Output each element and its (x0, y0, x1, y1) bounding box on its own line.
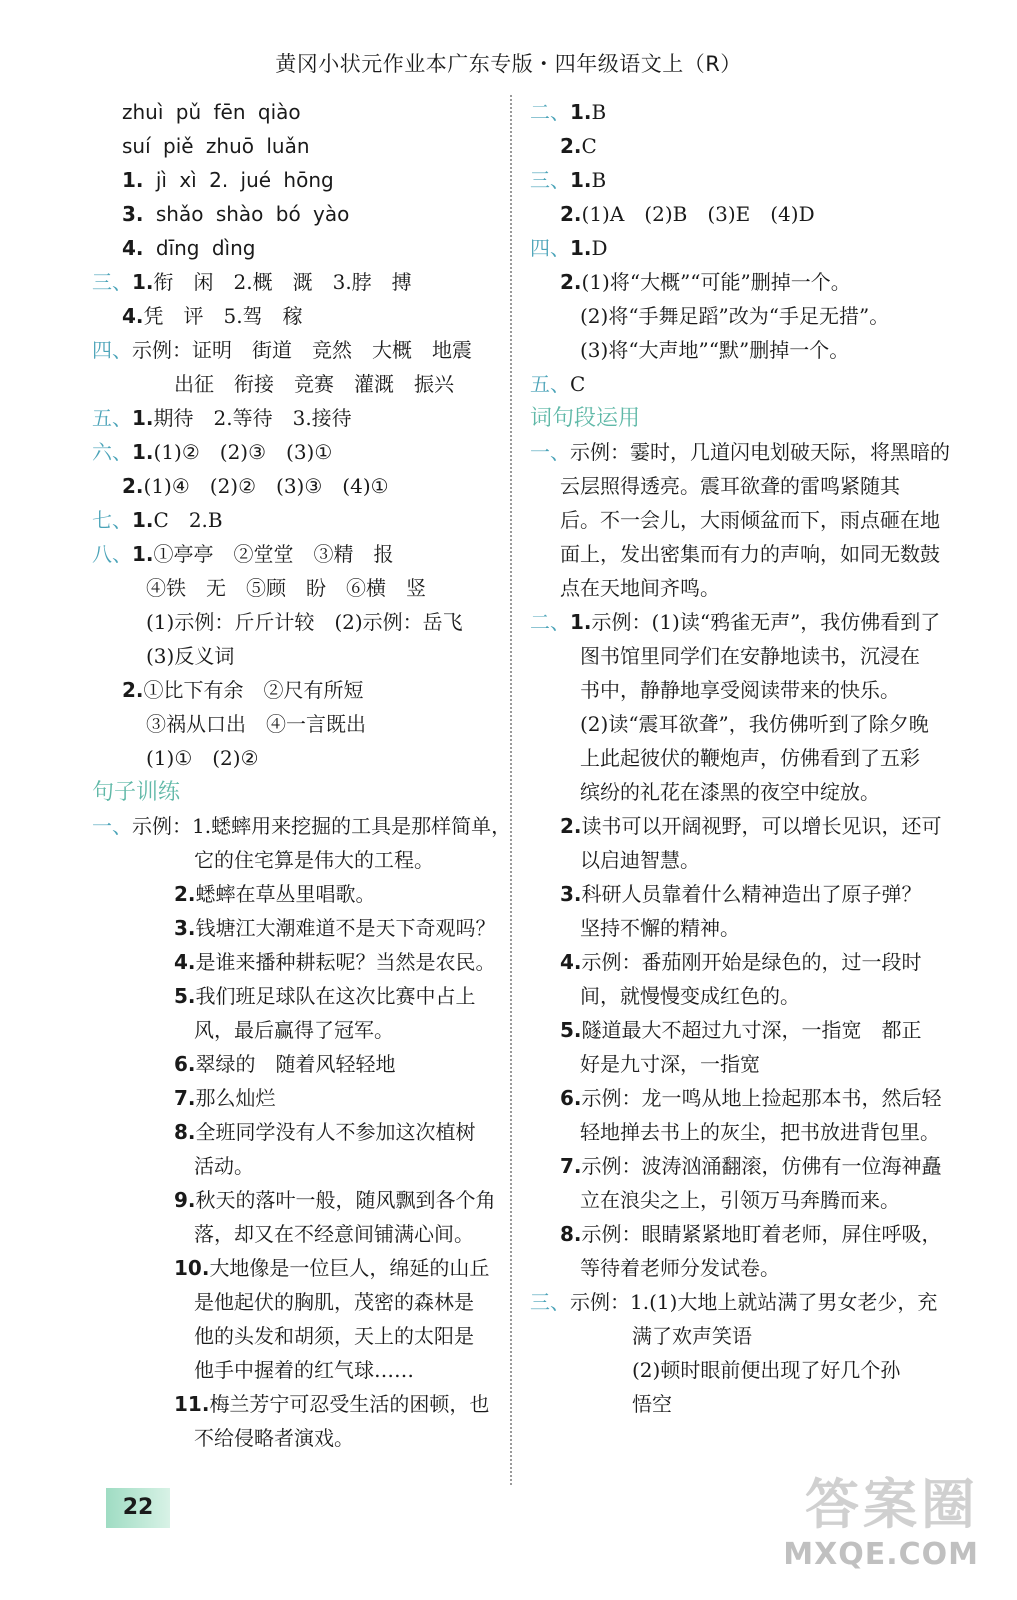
item-number: 9. (174, 1188, 196, 1212)
item-number: 2. (122, 474, 144, 498)
answer-line (560, 1221, 942, 1247)
answer-line (194, 1221, 474, 1247)
answer-line (560, 541, 940, 567)
answer-text: 不给侵略者演戏。 (194, 1426, 354, 1450)
answer-text: 等待着老师分发试卷。 (580, 1256, 780, 1280)
answer-text: (1)② (2)③ (3)① (153, 440, 333, 464)
answer-text: jì xì 2. jué hōng (143, 168, 334, 192)
answer-text: 坚持不懈的精神。 (580, 916, 740, 940)
answer-text: C 2.B (153, 508, 223, 532)
answer-line (194, 1323, 474, 1349)
answer-text: (1)④ (2)② (3)③ (4)① (143, 474, 389, 498)
answer-text: (1)将“大概”“可能”删掉一个。 (581, 270, 851, 294)
answer-text: 翠绿的 随着风轻轻地 (195, 1052, 396, 1076)
item-number: 1. (122, 168, 144, 192)
answer-line (632, 1391, 672, 1417)
answer-text: 间，就慢慢变成红色的。 (580, 984, 800, 1008)
item-number: 3. (174, 916, 196, 940)
answer-line (560, 269, 851, 295)
answer-line (146, 609, 463, 635)
answer-text: B (591, 100, 607, 124)
answer-line (530, 167, 606, 193)
answer-text: 轻地掸去书上的灰尘，把书放进背包里。 (580, 1120, 940, 1144)
answer-text: 云层照得透亮。震耳欲聋的雷鸣紧随其 (560, 474, 900, 498)
question-label: 三、 (92, 270, 132, 294)
answer-line (146, 745, 259, 771)
question-label: 一、 (530, 440, 570, 464)
question-label: 三、 (530, 168, 570, 192)
answer-text: 悟空 (632, 1392, 672, 1416)
item-number: 8. (174, 1120, 196, 1144)
answer-text: 示例：证明 街道 竞然 大概 地震 (132, 338, 472, 362)
answer-line (92, 507, 223, 533)
answer-text: 是他起伏的胸肌，茂密的森林是 (194, 1290, 474, 1314)
answer-text: 凭 评 5.驾 稼 (143, 304, 303, 328)
answer-text: 它的住宅算是伟大的工程。 (194, 848, 434, 872)
answer-text: 隧道最大不超过九寸深，一指宽 都正 (581, 1018, 922, 1042)
answer-line (560, 813, 942, 839)
answer-text: (2)顿时眼前便出现了好几个孙 (632, 1358, 901, 1382)
answer-text: 以启迪智慧。 (580, 848, 700, 872)
answer-text: 钱塘江大潮难道不是天下奇观吗？ (195, 916, 496, 940)
answer-text: ①比下有余 ②尺有所短 (143, 678, 364, 702)
section-title: 句子训练 (92, 780, 181, 805)
item-number: 6. (174, 1052, 196, 1076)
item-number: 1. (570, 168, 592, 192)
answer-text: 梅兰芳宁可忍受生活的困顿，也 (209, 1392, 490, 1416)
answer-text: 全班同学没有人不参加这次植树 (195, 1120, 476, 1144)
answer-line (530, 99, 606, 125)
answer-text: 我们班足球队在这次比赛中占上 (195, 984, 476, 1008)
answer-line (560, 201, 815, 227)
answer-line (580, 1119, 940, 1145)
column-divider (510, 95, 512, 1485)
answer-line (194, 1153, 254, 1179)
answer-line (92, 405, 352, 431)
answer-line (560, 949, 922, 975)
answer-line (580, 1187, 900, 1213)
answer-line (560, 1153, 942, 1179)
answer-line (560, 1017, 922, 1043)
item-number: 2. (174, 882, 196, 906)
item-number: 1. (570, 100, 592, 124)
answer-line (530, 1289, 937, 1315)
item-number: 4. (122, 304, 144, 328)
answer-text: 好是九寸深，一指宽 (580, 1052, 760, 1076)
answer-text: 蟋蟀在草丛里唱歌。 (195, 882, 376, 906)
answer-line (560, 881, 922, 907)
answer-line (194, 1357, 414, 1383)
answer-text: (1)A (2)B (3)E (4)D (581, 202, 815, 226)
answer-text: 点在天地间齐鸣。 (560, 576, 720, 600)
answer-text: 落，却又在不经意间铺满心间。 (194, 1222, 474, 1246)
answer-text: 是谁来播种耕耘呢？当然是农民。 (195, 950, 496, 974)
answer-line (174, 915, 496, 941)
item-number: 2. (560, 134, 582, 158)
answer-line (632, 1323, 752, 1349)
question-label: 八、 (92, 542, 132, 566)
answer-text: 示例：1.蟋蟀用来挖掘的工具是那样简单， (132, 814, 512, 838)
answer-line (174, 983, 476, 1009)
question-label: 二、 (530, 100, 570, 124)
answer-text: 那么灿烂 (195, 1086, 276, 1110)
answer-text: 秋天的落叶一般，随风飘到各个角 (195, 1188, 496, 1212)
answer-text: 后。不一会儿，大雨倾盆而下，雨点砸在地 (560, 508, 940, 532)
answer-line (174, 1119, 476, 1145)
answer-line (530, 235, 608, 261)
question-label: 六、 (92, 440, 132, 464)
answer-line (174, 1085, 276, 1111)
item-number: 1. (570, 610, 592, 634)
answer-text: 上此起彼伏的鞭炮声，仿佛看到了五彩 (580, 746, 920, 770)
watermark-url: MXQE.COM (783, 1537, 979, 1572)
answer-line (580, 847, 700, 873)
answer-text: C (581, 134, 597, 158)
answer-line (146, 643, 234, 669)
answer-text: 示例：(1)读“鸦雀无声”，我仿佛看到了 (591, 610, 941, 634)
answer-line (174, 949, 496, 975)
answer-text: 示例：波涛汹涌翻滚，仿佛有一位海神矗 (581, 1154, 942, 1178)
answer-text: 满了欢声笑语 (632, 1324, 752, 1348)
answer-line (194, 1425, 354, 1451)
answer-line (174, 881, 376, 907)
watermark (744, 1472, 979, 1582)
answer-text: zhuì pǔ fēn qiào (122, 100, 301, 124)
section-heading (530, 405, 640, 432)
item-number: 2. (560, 270, 582, 294)
answer-line (92, 813, 511, 839)
answer-line (560, 575, 720, 601)
answer-text: (2)将“手舞足蹈”改为“手足无措”。 (580, 304, 890, 328)
item-number: 3. (560, 882, 582, 906)
item-number: 5. (174, 984, 196, 1008)
item-number: 1. (132, 508, 154, 532)
answer-text: 风，最后赢得了冠军。 (194, 1018, 394, 1042)
answer-text: 示例：霎时，几道闪电划破天际，将黑暗的 (570, 440, 950, 464)
answer-line (580, 711, 929, 737)
item-number: 4. (174, 950, 196, 974)
answer-line (530, 609, 940, 635)
item-number: 3. (122, 202, 144, 226)
page-number: 22 (106, 1488, 170, 1528)
answer-text: ③祸从口出 ④一言既出 (146, 712, 366, 736)
answer-line (174, 1051, 396, 1077)
answer-line (580, 303, 889, 329)
answer-line (560, 507, 940, 533)
answer-line (560, 133, 597, 159)
question-label: 五、 (92, 406, 132, 430)
answer-text: 面上，发出密集而有力的声响，如同无数鼓 (560, 542, 940, 566)
answer-line (632, 1357, 900, 1383)
answer-text: suí piě zhuō luǎn (122, 134, 310, 158)
answer-line (92, 541, 394, 567)
answer-line (174, 1255, 489, 1281)
item-number: 2. (122, 678, 144, 702)
answer-text: 缤纷的礼花在漆黑的夜空中绽放。 (580, 780, 880, 804)
answer-text: (3)将“大声地”“默”删掉一个。 (580, 338, 850, 362)
answer-text: (2)读“震耳欲聋”，我仿佛听到了除夕晚 (580, 712, 929, 736)
item-number: 1. (132, 542, 154, 566)
question-label: 四、 (530, 236, 570, 260)
answer-line (146, 711, 366, 737)
question-label: 一、 (92, 814, 132, 838)
item-number: 8. (560, 1222, 582, 1246)
answer-text: ①亭亭 ②堂堂 ③精 报 (153, 542, 394, 566)
answer-line (174, 1187, 496, 1213)
answer-line (122, 235, 255, 261)
watermark-logo: 答案圈 (805, 1473, 979, 1536)
answer-line (194, 1017, 394, 1043)
answer-line (92, 439, 332, 465)
section-heading (92, 779, 180, 806)
page-header: 黄冈小状元作业本广东专版・四年级语文上（R） (275, 52, 742, 76)
item-number: 1. (132, 406, 154, 430)
answer-line (194, 1289, 474, 1315)
answer-text: 他的头发和胡须，天上的太阳是 (194, 1324, 474, 1348)
answer-text: 出征 衔接 竞赛 灌溉 振兴 (174, 372, 454, 396)
answer-text: 示例：1.(1)大地上就站满了男女老少，充 (570, 1290, 938, 1314)
answer-line (174, 371, 454, 397)
answer-text: 科研人员靠着什么精神造出了原子弹？ (581, 882, 922, 906)
answer-text: 示例：眼睛紧紧地盯着老师，屏住呼吸， (581, 1222, 942, 1246)
answer-line (580, 1255, 780, 1281)
answer-line (580, 745, 920, 771)
answer-text: 书中，静静地享受阅读带来的快乐。 (580, 678, 900, 702)
answer-line (122, 473, 389, 499)
answer-line (580, 983, 800, 1009)
answer-text: 读书可以开阔视野，可以增长见识，还可 (581, 814, 942, 838)
answer-text: C (570, 372, 586, 396)
answer-text: 图书馆里同学们在安静地读书，沉浸在 (580, 644, 920, 668)
answer-text: 大地像是一位巨人，绵延的山丘 (209, 1256, 490, 1280)
answer-line (580, 915, 740, 941)
question-label: 三、 (530, 1290, 570, 1314)
item-number: 1. (132, 440, 154, 464)
answer-text: shǎo shào bó yào (143, 202, 350, 226)
answer-text: 衔 闲 2.概 溉 3.脖 搏 (153, 270, 412, 294)
answer-line (122, 133, 310, 159)
answer-text: (3)反义词 (146, 644, 235, 668)
answer-line (194, 847, 434, 873)
question-label: 七、 (92, 508, 132, 532)
answer-line (122, 677, 364, 703)
answer-line (122, 201, 349, 227)
item-number: 7. (560, 1154, 582, 1178)
answer-text: B (591, 168, 607, 192)
answer-line (122, 99, 301, 125)
answer-text: 示例：龙一鸣从地上捡起那本书，然后轻 (581, 1086, 942, 1110)
answer-text: D (591, 236, 608, 260)
answer-line (122, 167, 334, 193)
answer-line (92, 337, 472, 363)
answer-text: ④铁 无 ⑤顾 盼 ⑥横 竖 (146, 576, 426, 600)
item-number: 11. (174, 1392, 210, 1416)
item-number: 2. (560, 202, 582, 226)
answer-line (530, 371, 585, 397)
answer-text: (1)示例：斤斤计较 (2)示例：岳飞 (146, 610, 463, 634)
item-number: 4. (122, 236, 144, 260)
answer-line (560, 473, 900, 499)
answer-line (122, 303, 303, 329)
answer-line (560, 1085, 942, 1111)
answer-text: dīng dìng (143, 236, 256, 260)
item-number: 6. (560, 1086, 582, 1110)
question-label: 五、 (530, 372, 570, 396)
answer-line (92, 269, 412, 295)
answer-line (580, 779, 880, 805)
item-number: 5. (560, 1018, 582, 1042)
section-title: 词句段运用 (530, 406, 641, 431)
answer-line (580, 337, 849, 363)
item-number: 1. (570, 236, 592, 260)
item-number: 10. (174, 1256, 210, 1280)
answer-text: 立在浪尖之上，引领万马奔腾而来。 (580, 1188, 900, 1212)
answer-text: 活动。 (194, 1154, 254, 1178)
answer-line (146, 575, 426, 601)
answer-text: 示例：番茄刚开始是绿色的，过一段时 (581, 950, 922, 974)
question-label: 二、 (530, 610, 570, 634)
answer-text: 期待 2.等待 3.接待 (153, 406, 352, 430)
answer-text: (1)① (2)② (146, 746, 259, 770)
answer-line (580, 1051, 760, 1077)
answer-text: 他手中握着的红气球…… (194, 1358, 414, 1382)
answer-line (580, 677, 900, 703)
answer-line (174, 1391, 489, 1417)
question-label: 四、 (92, 338, 132, 362)
item-number: 4. (560, 950, 582, 974)
answer-line (530, 439, 950, 465)
answer-line (580, 643, 920, 669)
item-number: 2. (560, 814, 582, 838)
item-number: 7. (174, 1086, 196, 1110)
item-number: 1. (132, 270, 154, 294)
